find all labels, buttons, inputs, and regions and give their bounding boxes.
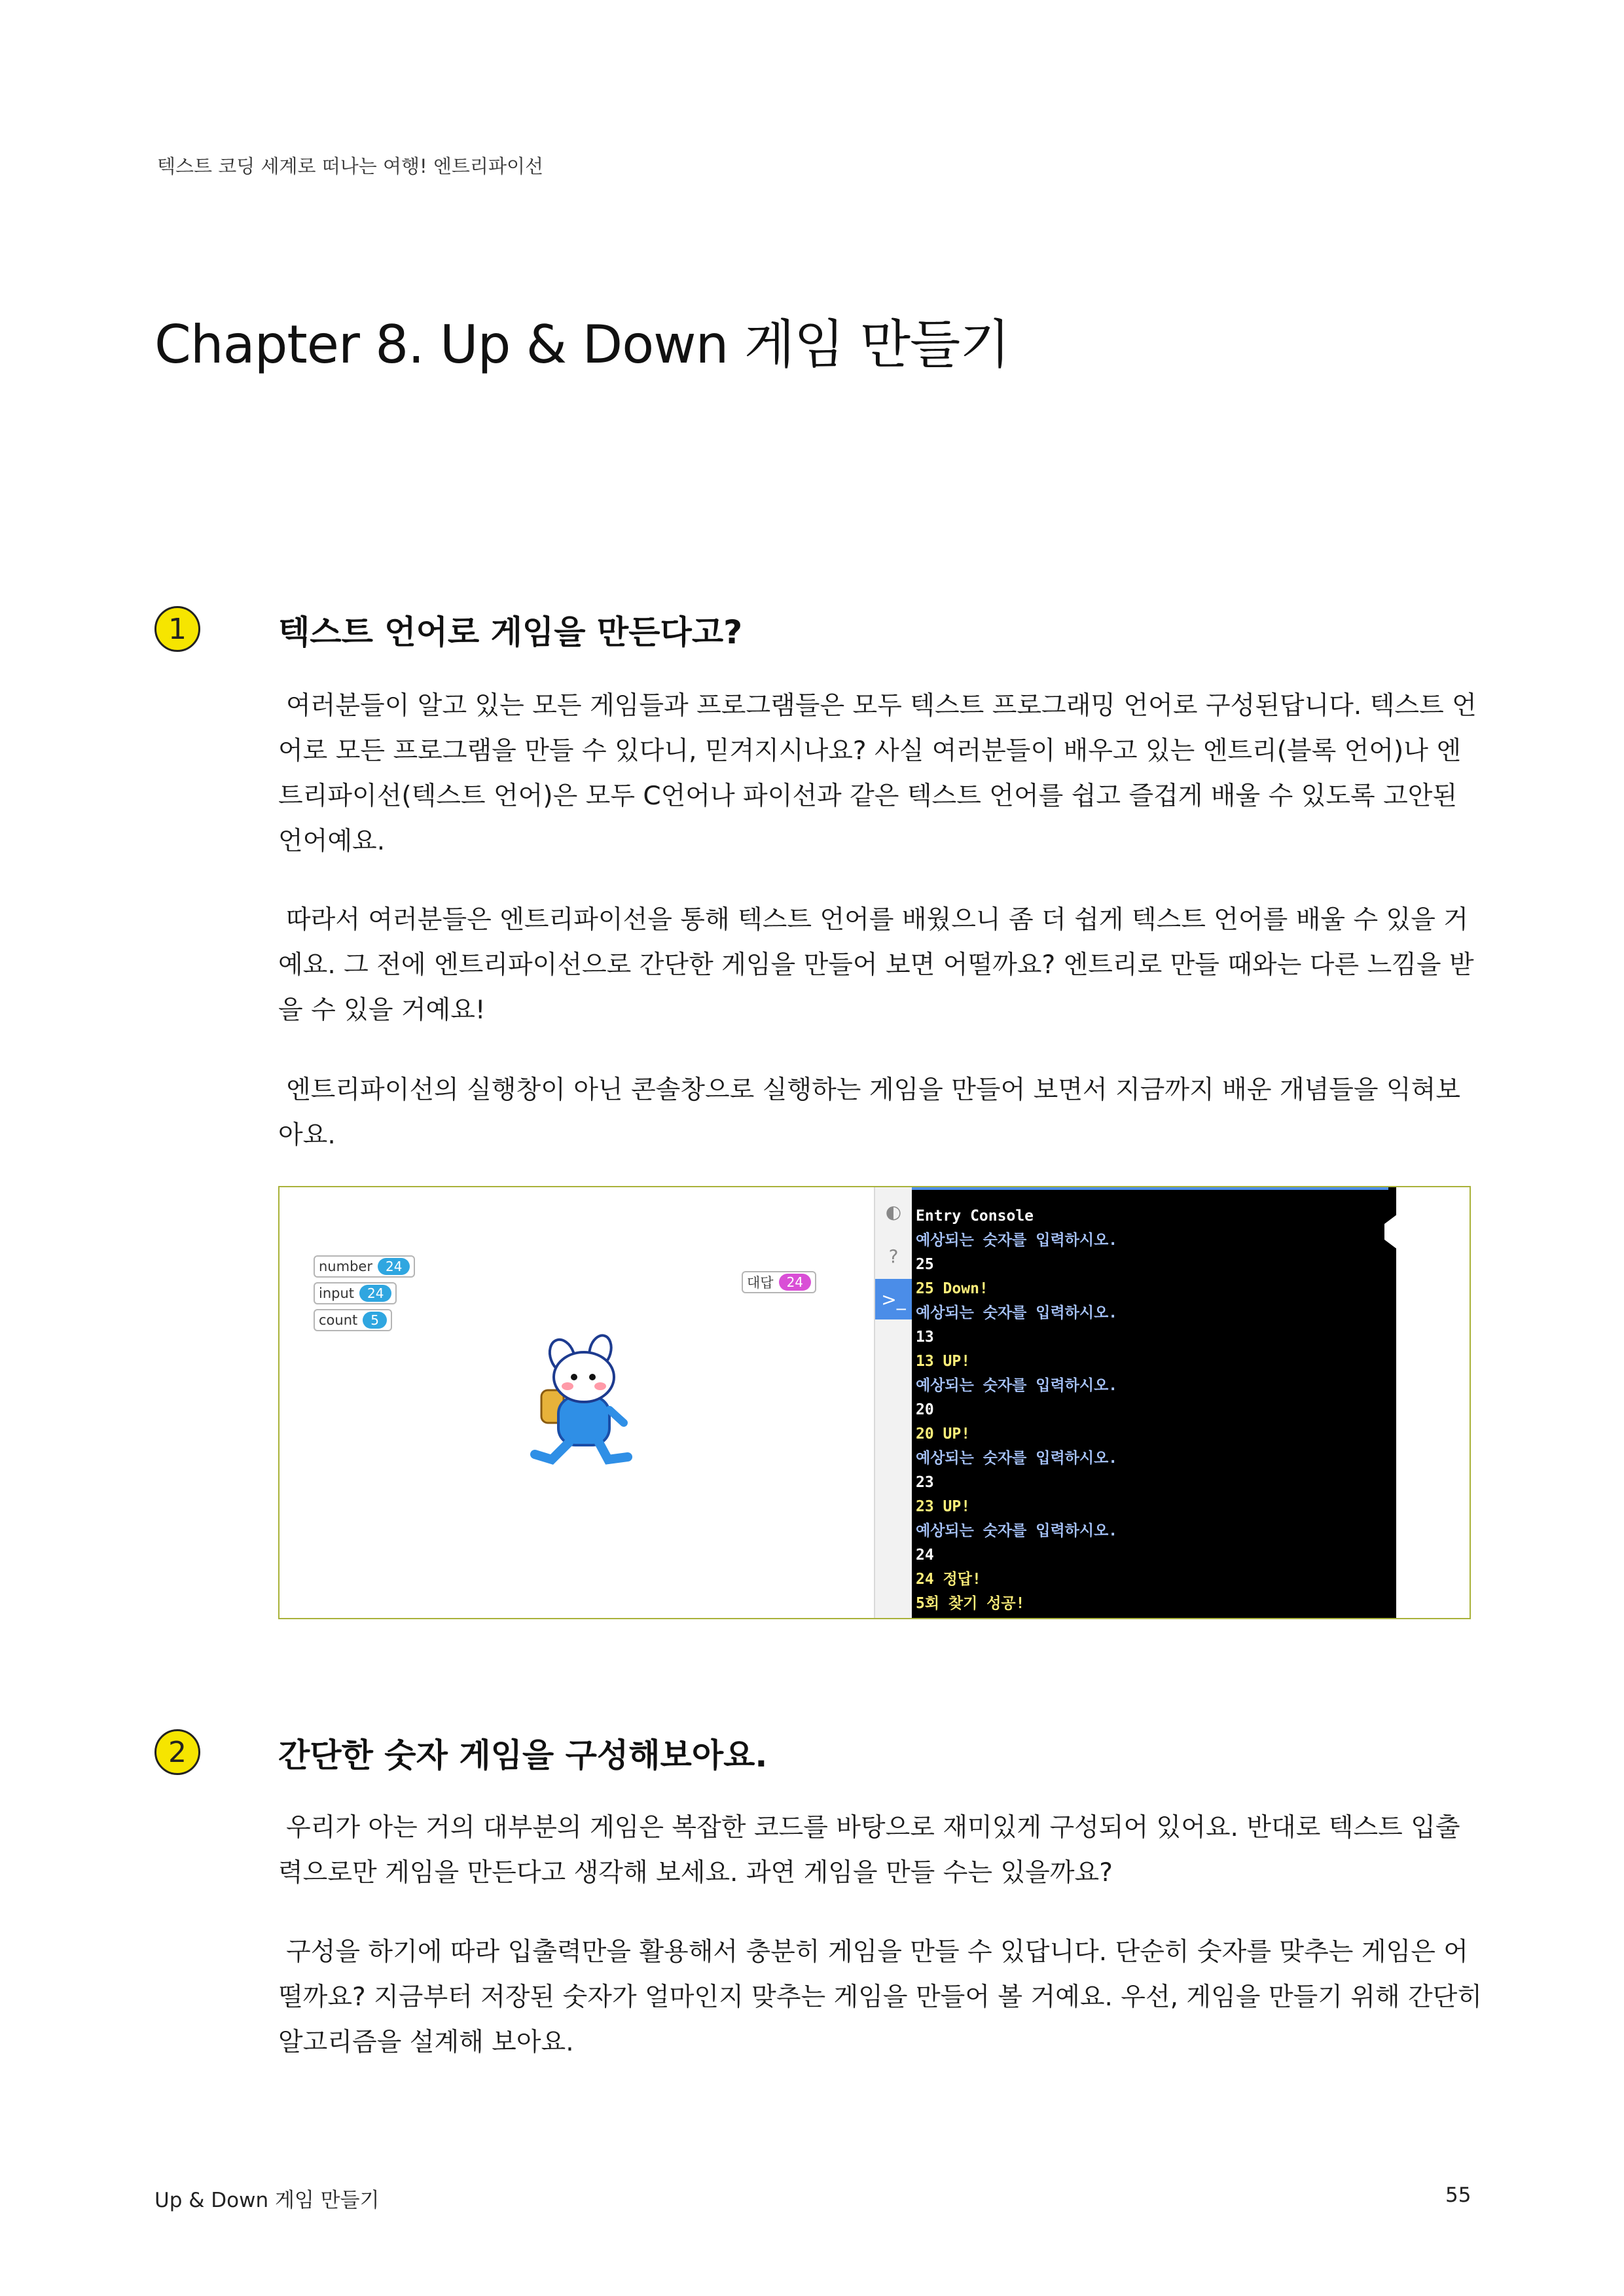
section-2-title: 간단한 숫자 게임을 구성해보아요. <box>278 1736 768 1774</box>
running-header: 텍스트 코딩 세계로 떠나는 여행! 엔트리파이선 <box>157 155 543 177</box>
variable-label: count <box>319 1312 358 1328</box>
variable-value: 24 <box>359 1285 391 1302</box>
stage-panel <box>280 1187 875 1618</box>
variable-value: 5 <box>363 1312 387 1329</box>
console-line: 예상되는 숫자를 입력하시오. <box>916 1522 1118 1539</box>
page-number: 55 <box>1445 2183 1471 2207</box>
console-line: 24 <box>916 1547 934 1564</box>
chapter-title: Chapter 8. Up & Down 게임 만들기 <box>154 314 1010 375</box>
console-line: 예상되는 숫자를 입력하시오. <box>916 1450 1118 1467</box>
console-line: 예상되는 숫자를 입력하시오. <box>916 1377 1118 1394</box>
variable-number <box>314 1255 415 1278</box>
section-2-paragraph-2: 구성을 하기에 따라 입출력만을 활용해서 충분히 게임을 만들 수 있답니다. 단순히 숫자를 맞추는 게임은 어떨까요? 지금부터 저장된 숫자가 얼마인지 맞추는 게임을 만들어 볼 거예요. 우선, 게임을 만들기 위해 간단히 알고리즘을 설계해 보아요. <box>278 1937 1483 2057</box>
console-scroll-edge <box>1388 1187 1396 1618</box>
variable-label: number <box>319 1259 372 1274</box>
section-1-paragraph-3: 엔트리파이선의 실행창이 아닌 콘솔창으로 실행하는 게임을 만들어 보면서 지금까지 배운 개념들을 익혀보아요. <box>278 1075 1461 1150</box>
entry-bot-mascot-icon <box>522 1331 653 1469</box>
section-2-paragraph-1: 우리가 아는 거의 대부분의 게임은 복잡한 코드를 바탕으로 재미있게 구성되어 있어요. 반대로 텍스트 입출력으로만 게임을 만든다고 생각해 보세요. 과연 게임을 만들 수는 있을까요? <box>278 1813 1460 1888</box>
console-line: 23 UP! <box>916 1498 971 1515</box>
variable-input <box>314 1282 397 1304</box>
console-panel <box>875 1187 1471 1618</box>
variable-label: input <box>319 1285 355 1301</box>
blocks-icon[interactable]: ◐ <box>885 1200 902 1223</box>
answer-value: 24 <box>779 1274 811 1291</box>
entry-console <box>912 1187 1388 1618</box>
console-line: 예상되는 숫자를 입력하시오. <box>916 1232 1118 1249</box>
variable-value: 24 <box>378 1258 410 1275</box>
console-line: 20 <box>916 1401 934 1418</box>
section-1-paragraph-1: 여러분들이 알고 있는 모든 게임들과 프로그램들은 모두 텍스트 프로그래밍 언어로 구성된답니다. 텍스트 언어로 모든 프로그램을 만들 수 있다니, 믿겨지시나요? 사실 여러분들이 배우고 있는 엔트리(블록 언어)나 엔트리파이선(텍스트 언어)은 모두 C언어나 파이선과 같은 텍스트 언어를 쉽고 즐겁게 배울 수 있도록 고안된 언어예요. <box>278 691 1477 856</box>
answer-label: 대답 <box>747 1275 774 1291</box>
answer-variable <box>742 1271 816 1293</box>
console-line: 25 <box>916 1256 934 1273</box>
console-icon[interactable]: >_ <box>875 1279 912 1319</box>
console-line: 23 <box>916 1474 934 1491</box>
console-line: 13 UP! <box>916 1353 971 1370</box>
console-title: Entry Console <box>916 1208 1034 1225</box>
section-1-paragraph-2: 따라서 여러분들은 엔트리파이선을 통해 텍스트 언어를 배웠으니 좀 더 쉽게 텍스트 언어를 배울 수 있을 거예요. 그 전에 엔트리파이선으로 간단한 게임을 만들어 보면 어떨까요? 엔트리로 만들 때와는 다른 느낌을 받을 수 있을 거예요! <box>278 905 1474 1025</box>
footer-chapter-label: Up & Down 게임 만들기 <box>154 2189 380 2212</box>
console-line: 24 정답! <box>916 1571 981 1588</box>
help-icon[interactable]: ? <box>888 1245 899 1267</box>
console-line: 13 <box>916 1329 934 1346</box>
section-2-number-badge: 2 <box>154 1729 200 1775</box>
console-toolbar <box>875 1187 912 1618</box>
console-line: 25 Down! <box>916 1280 988 1297</box>
console-line: 예상되는 숫자를 입력하시오. <box>916 1304 1118 1321</box>
console-line: 20 UP! <box>916 1426 971 1443</box>
section-1-title: 텍스트 언어로 게임을 만든다고? <box>278 613 743 651</box>
figure-screenshot <box>278 1186 1471 1619</box>
section-1-number-badge: 1 <box>154 606 200 652</box>
variable-count <box>314 1309 392 1331</box>
console-line: 5회 찾기 성공! <box>916 1595 1025 1612</box>
